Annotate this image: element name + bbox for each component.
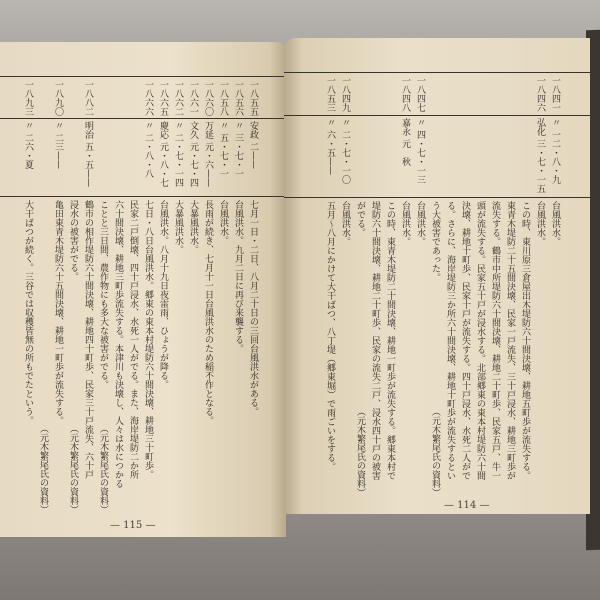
left-page bbox=[0, 42, 286, 537]
description-cell bbox=[80, 200, 95, 514]
description-cell bbox=[215, 200, 230, 514]
description-cell bbox=[397, 201, 412, 497]
era-date-cell bbox=[170, 121, 185, 187]
description-cell bbox=[517, 201, 532, 497]
era-date-cell bbox=[322, 118, 337, 175]
entry-continuation-column bbox=[367, 38, 382, 514]
chronology-entry bbox=[215, 42, 230, 537]
entry-era-name: 〃 bbox=[173, 121, 183, 130]
entry-era-date: 元・八・七 bbox=[158, 142, 168, 187]
entry-era-date: 三・七・一 bbox=[233, 133, 243, 178]
entry-western-year: 一八四八 bbox=[400, 76, 410, 112]
entry-description-line: 台風洪水。 bbox=[340, 201, 350, 246]
description-cell bbox=[35, 200, 50, 514]
entry-description-line: 台風洪水。 bbox=[218, 200, 228, 245]
entry-western-year: 一八九三 bbox=[23, 80, 33, 116]
entry-description-line: 台風洪水。 bbox=[535, 201, 545, 246]
entry-era-date: 四・七・一三 bbox=[415, 130, 425, 184]
description-cell bbox=[487, 201, 502, 497]
entry-western-year: 一八四七 bbox=[415, 76, 425, 112]
entry-era-date: 二・七・一四 bbox=[173, 133, 183, 187]
description-cell bbox=[65, 200, 80, 514]
chronology-entry bbox=[412, 38, 427, 514]
entry-description-line: 台風洪水。 bbox=[550, 201, 560, 246]
description-cell bbox=[382, 201, 397, 497]
description-cell bbox=[322, 201, 337, 497]
entry-era-name: 〃 bbox=[23, 121, 33, 130]
description-cell bbox=[50, 200, 65, 514]
page-number: — 115 — bbox=[110, 520, 156, 531]
entry-description-line: 鶴市の相作堤防六十間決壊、耕地四十町歩、民家三十戸流失、六十戸 bbox=[83, 200, 93, 479]
entry-western-year: 一八六二 bbox=[173, 80, 183, 116]
entry-description-line: ことと三日間、農作物にも多大な被害がでる。 bbox=[98, 200, 108, 389]
description-cell bbox=[547, 201, 562, 497]
entry-continuation-column bbox=[442, 38, 457, 514]
entry-western-year: 一八五六 bbox=[233, 80, 243, 116]
entry-description-line: 七月一日・二日、八月二十日の三回台風洪水がある。 bbox=[248, 200, 258, 416]
entry-continuation-column bbox=[65, 42, 80, 537]
entry-description-line: 大干ばつが続く。三谷では収穫皆無の所もでたという。 bbox=[23, 200, 33, 425]
era-date-cell bbox=[20, 121, 35, 169]
entry-description-line: 六十間決壊、耕地三町歩流失する。本津川も決壊し、人々は水につかる bbox=[113, 200, 123, 488]
entry-continuation-column bbox=[427, 38, 442, 514]
entry-continuation-column bbox=[472, 38, 487, 514]
chronology-entry bbox=[547, 38, 562, 514]
entry-era-name: 慶応 bbox=[158, 121, 168, 139]
entry-continuation-column bbox=[457, 38, 472, 514]
entry-western-year: 一八六〇 bbox=[203, 80, 213, 116]
entry-western-year: 一八五八 bbox=[218, 80, 228, 116]
entry-era-name: 文久 bbox=[188, 121, 198, 139]
entry-source-column bbox=[35, 42, 50, 537]
entry-description-line: 七日・八日台風洪水。郷東の東本村堤防六十間決壊、耕地三十町歩。 bbox=[143, 200, 153, 479]
entry-era-name: 弘化 bbox=[535, 118, 545, 136]
entry-western-year: 一八五三 bbox=[325, 76, 335, 112]
entry-continuation-column bbox=[517, 38, 532, 514]
entry-era-date: 二—— bbox=[248, 142, 258, 169]
entry-era-name: 万延 bbox=[203, 121, 213, 139]
era-date-cell bbox=[412, 118, 427, 184]
entry-continuation-column bbox=[95, 42, 110, 537]
era-date-cell bbox=[140, 121, 155, 178]
entry-era-name: 〃 bbox=[415, 118, 425, 127]
description-cell bbox=[125, 200, 140, 514]
description-cell bbox=[185, 200, 200, 514]
entry-era-name: 〃 bbox=[53, 121, 63, 130]
description-cell bbox=[532, 201, 547, 497]
entry-western-year: 一八八二 bbox=[83, 80, 93, 116]
entry-description-line: 頭が流失する。民家五十戸が浸水する。北部郷東の東本村堤防六十間 bbox=[475, 201, 485, 480]
description-cell bbox=[442, 201, 457, 497]
entry-description-line: 台風洪水。 bbox=[415, 201, 425, 246]
chronology-entry bbox=[230, 42, 245, 537]
source-citation: （元木繁尾氏の資料） bbox=[98, 424, 108, 514]
era-date-cell bbox=[245, 121, 260, 169]
description-cell bbox=[200, 200, 215, 514]
era-date-cell bbox=[532, 118, 547, 193]
chronology-entry bbox=[185, 42, 200, 537]
description-cell bbox=[170, 200, 185, 514]
entry-western-year: 一八四九 bbox=[340, 76, 350, 112]
era-date-cell bbox=[155, 121, 170, 187]
entry-continuation-column bbox=[502, 38, 517, 514]
era-date-cell bbox=[547, 118, 562, 184]
description-cell bbox=[457, 201, 472, 497]
entry-description-line: 長雨が続き、七月十一日台風洪水のため稲不作となる。 bbox=[203, 200, 213, 425]
entry-western-year: 一八四六 bbox=[535, 76, 545, 112]
source-citation: （元木繁尾氏の資料） bbox=[355, 407, 365, 497]
entry-description-line: 大暴風洪水。 bbox=[188, 200, 198, 254]
entry-description-line: 台風洪水。 bbox=[400, 201, 410, 246]
entry-era-date: 三・七・一五 bbox=[535, 139, 545, 193]
chronology-entry bbox=[155, 42, 170, 537]
description-cell bbox=[502, 201, 517, 497]
entry-era-date: 一二・八・九 bbox=[550, 130, 560, 184]
entries-container bbox=[322, 38, 562, 514]
entry-era-name: 〃 bbox=[143, 121, 153, 130]
entry-western-year: 一八六一 bbox=[188, 80, 198, 116]
entry-era-name: 〃 bbox=[550, 118, 560, 127]
entry-western-year: 一八六六 bbox=[143, 80, 153, 116]
entry-era-name: 嘉永 bbox=[400, 118, 410, 136]
entry-description-line: この時、東川原三倉屋出木堤防六十間決壊、耕地五町歩が流失する。 bbox=[520, 201, 530, 480]
description-cell bbox=[110, 200, 125, 514]
chronology-entry bbox=[170, 42, 185, 537]
entry-era-name: 安政 bbox=[248, 121, 258, 139]
entry-western-year: 一八六五 bbox=[158, 80, 168, 116]
chronology-entry bbox=[322, 38, 337, 514]
entry-era-name: 〃 bbox=[218, 121, 228, 130]
entry-western-year: 一八五五 bbox=[248, 80, 258, 116]
entry-description-line: 亀田東青木堤防六十五間決壊、耕地一町歩が流失する。 bbox=[53, 200, 63, 425]
entry-continuation-column bbox=[125, 42, 140, 537]
description-cell bbox=[230, 200, 245, 514]
entry-western-year: 一八九〇 bbox=[53, 80, 63, 116]
chronology-entry bbox=[20, 42, 35, 537]
entry-era-date: 元・七・四 bbox=[188, 142, 198, 187]
chronology-entry bbox=[337, 38, 352, 514]
entry-era-name: 〃 bbox=[325, 118, 335, 127]
entry-description-line: 台風洪水。八月十九日夜雷雨、ひょうが降る。 bbox=[158, 200, 168, 389]
entry-continuation-column bbox=[352, 38, 367, 514]
entry-continuation-column bbox=[382, 38, 397, 514]
chronology-entry bbox=[50, 42, 65, 537]
entry-description-line: る。さらに、海岸堤防三か所六十間決壊、耕地十町歩が流失するとい bbox=[445, 201, 455, 480]
era-date-cell bbox=[185, 121, 200, 187]
entry-description-line: 流失する。鶴市中所堤防六十間決壊、耕地二十町歩、民家五戸、牛一 bbox=[490, 201, 500, 480]
era-date-cell bbox=[80, 121, 95, 187]
era-date-cell bbox=[50, 121, 65, 169]
era-date-cell bbox=[200, 121, 215, 187]
right-page bbox=[284, 38, 590, 514]
entry-era-date: 二・七・一〇 bbox=[340, 130, 350, 184]
entries-container bbox=[20, 42, 260, 537]
chronology-entry bbox=[80, 42, 95, 537]
source-citation: （元木繁尾氏の資料） bbox=[38, 424, 48, 514]
era-date-cell bbox=[215, 121, 230, 178]
entry-western-year: 一八四一 bbox=[550, 76, 560, 112]
entry-era-date: 二・八・八 bbox=[143, 133, 153, 178]
entry-era-date: 五・七・一 bbox=[218, 133, 228, 178]
description-cell bbox=[155, 200, 170, 514]
description-cell bbox=[95, 200, 110, 514]
entry-continuation-column bbox=[487, 38, 502, 514]
chronology-entry bbox=[532, 38, 547, 514]
entry-description-line: 大暴風洪水。 bbox=[173, 200, 183, 254]
description-cell bbox=[245, 200, 260, 514]
entry-description-line: 五月～八月にかけて大干ばつ、八丁堤（郷東堀）で雨ごいをする。 bbox=[325, 201, 335, 471]
entry-description-line: う大被害であった。 bbox=[430, 201, 440, 282]
chronology-entry bbox=[397, 38, 412, 514]
description-cell bbox=[140, 200, 155, 514]
entry-era-date: 六・五—— bbox=[325, 130, 335, 175]
entry-description-line: 台風洪水。九月二日に再び来襲する。 bbox=[233, 200, 243, 353]
entry-era-name: 明治 bbox=[83, 121, 93, 139]
source-citation: （元木繁尾氏の資料） bbox=[68, 424, 78, 514]
chronology-entry bbox=[245, 42, 260, 537]
entry-era-name: 〃 bbox=[233, 121, 243, 130]
description-cell bbox=[367, 201, 382, 497]
description-cell bbox=[412, 201, 427, 497]
entry-era-date: 二六・夏 bbox=[23, 133, 33, 169]
entry-description-line: 決壊、耕地十町歩、民家十戸が流失する。四十戸浸水、水死二人がで bbox=[460, 201, 470, 480]
entry-continuation-column bbox=[110, 42, 125, 537]
entry-description-line: 堤防六十間決壊、耕地二十町歩、民家の流失二戸、浸水四十戸の被害 bbox=[370, 201, 380, 480]
entry-description-line: 浸水の被害がでる。 bbox=[68, 200, 78, 281]
era-date-cell bbox=[230, 121, 245, 178]
entry-description-line: この時、東青木堤防二十間決壊、耕地一町歩が流失する。郷東本村で bbox=[385, 201, 395, 480]
chronology-entry bbox=[140, 42, 155, 537]
source-citation: （元木繁尾氏の資料） bbox=[430, 407, 440, 497]
era-date-cell bbox=[337, 118, 352, 184]
entry-era-date: 五・五—— bbox=[83, 142, 93, 187]
chronology-entry bbox=[200, 42, 215, 537]
entry-description-line: 東青木堤防二十五間決壊、民家一戸流失、三十戸浸水、耕地三町歩が bbox=[505, 201, 515, 480]
description-cell bbox=[472, 201, 487, 497]
entry-description-line: がでる。 bbox=[355, 201, 365, 237]
description-cell bbox=[20, 200, 35, 514]
entry-description-line: 民家二戸倒壊、四十戸浸水、水死一人がでる。また、海岸堤防二か所 bbox=[128, 200, 138, 479]
description-cell bbox=[427, 201, 442, 497]
entry-era-date: 二三—— bbox=[53, 133, 63, 169]
page-number: — 114 — bbox=[444, 500, 490, 511]
era-date-cell bbox=[397, 118, 412, 166]
entry-era-date: 元・六—— bbox=[203, 142, 213, 187]
entry-era-name: 〃 bbox=[340, 118, 350, 127]
description-cell bbox=[352, 201, 367, 497]
description-cell bbox=[337, 201, 352, 497]
entry-era-date: 元 秋 bbox=[400, 139, 410, 166]
